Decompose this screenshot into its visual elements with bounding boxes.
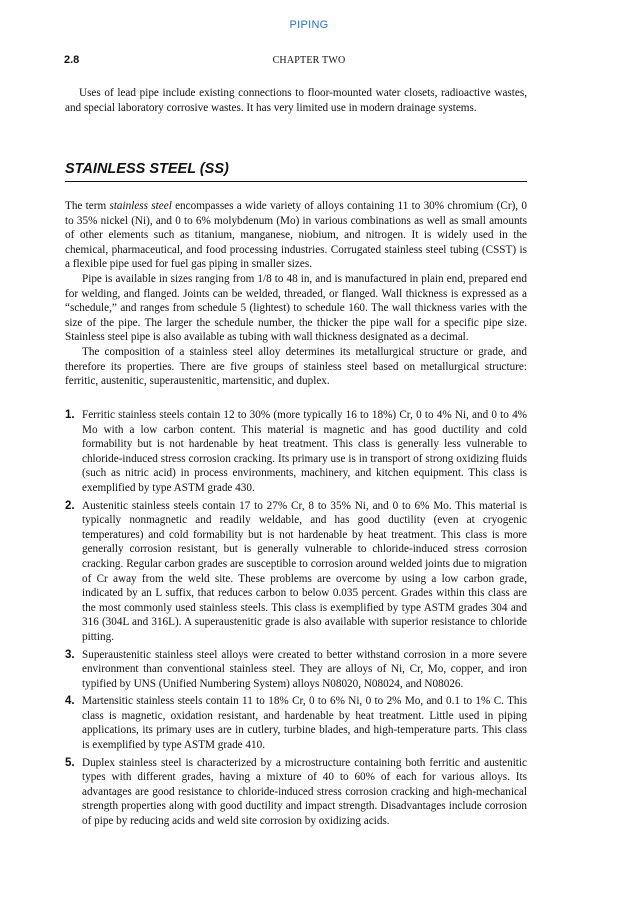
section-body [65,199,527,389]
list-text: Austenitic stainless steels contain 17 to 27% Cr, 8 to 35% Ni, and 0 to 6% Mo. This material is typically nonmagnetic and readily weldable, and has good ductility (even at cryogenic temperatures) and cold formability but is not hardenable by heat treatment. This class is more generally corrosion resistant, but is generally vulnerable to chloride-induced stress corrosion cracking. Regular carbon grades are susceptible to corrosion around welded joints due to migration of Cr away from the weld site. These problems are overcome by using a low carbon grade, indicated by an L suffix, that reduces carbon to below 0.035 percent. Grades within this class are the most commonly used stainless steels. This class is exemplified by type ASTM grades 304 and 316 (304L and 316L). A superaustenitic grade is also available with superior resistance to chloride pitting. [82,499,527,643]
section-heading: STAINLESS STEEL (SS) [65,161,527,182]
running-head: PIPING [289,19,329,31]
page-number: 2.8 [64,54,80,66]
list-number: 2. [65,499,75,512]
list-text: Martensitic stainless steels contain 11 to 18% Cr, 0 to 6% Ni, 0 to 2% Mo, and 0.1 to 1% C. This class is magnetic, oxidation resistant, and hardenable by heat treatment. Little used in piping applications, its primary uses are in cutlery, turbine blades, and high-temperature parts. This class is exemplified by type ASTM grade 410. [82,695,527,752]
list-text: Duplex stainless steel is characterized by a microstructure containing both ferritic and austenitic types with different grades, having a mixture of 40 to 60% of each for various alloys. Its advantages are good resistance to chloride-induced stress corrosion cracking and high-mechanical strength properties along with good ductility and impact strength. Disadvantages include corrosion of pipe by reducing acids and weld site corrosion by oxidizing acids. [82,756,527,828]
list-item [65,648,527,692]
list-item [65,499,527,645]
intro-paragraph: Uses of lead pipe include existing connections to floor-mounted water closets, radioactive wastes, and special laboratory corrosive wastes. It has very limited use in modern drainage systems. [65,87,527,114]
chapter-title: CHAPTER TWO [272,55,346,66]
list-number: 5. [65,756,75,769]
defined-term: stainless steel [109,200,172,212]
list-item [65,694,527,752]
paragraph-sizes: Pipe is available in sizes ranging from 1/8 to 48 in, and is manufactured in plain end, prepared end for welding, and flanged. Joints can be welded, threaded, or flanged. Wall thickness is expressed as a “schedule,” and ranges from schedule 5 (lightest) to schedule 160. The wall thickness varies with the size of the pipe. The larger the schedule number, the thicker the pipe wall for a specific pipe size. Stainless steel pipe is also available as tubing with wall thickness designated as a decimal. [65,272,527,344]
list-number: 4. [65,695,75,708]
definition-lead: The term [65,200,110,212]
list-text: Ferritic stainless steels contain 12 to 30% (more typically 16 to 18%) Cr, 0 to 4% Ni, and 0 to 4% Mo with a low carbon content. This material is magnetic and has good ductility and cold formability but is not hardenable by heat treatment. This class is generally less vulnerable to chloride-induced stress corrosion cracking. Its primary use is in transport of strong oxidizing fluids (such as nitric acid) in process environments, machinery, and kitchen equipment. This class is exemplified by type ASTM grade 430. [82,409,527,494]
list-item [65,756,527,829]
definition-rest: encompasses a wide variety of alloys containing 11 to 30% chromium (Cr), 0 to 35% nickel (Ni), and 0 to 6% molybdenum (Mo) in various combinations as well as small amounts of other elements such as titanium, manganese, niobium, and nitrogen. It is widely used in the chemical, pharmaceutical, and food processing industries. Corrugated stainless steel tubing (CSST) is a flexible pipe used for fuel gas piping in smaller sizes. [65,200,527,271]
paragraph-definition [65,199,527,272]
grade-list [65,408,527,832]
list-number: 3. [65,648,75,661]
list-text: Superaustenitic stainless steel alloys were created to better withstand corrosion in a more severe environment than conventional stainless steel. They are alloys of Ni, Cr, Mo, copper, and iron typified by UNS (Unified Numbering System) alloys N08020, N08024, and N08026. [82,648,527,690]
list-item [65,408,527,496]
list-number: 1. [65,409,75,421]
paragraph-composition: The composition of a stainless steel alloy determines its metallurgical structure or grade, and therefore its properties. There are five groups of stainless steel based on metallurgical structure: ferritic, austenitic, superaustenitic, martensitic, and duplex. [65,345,527,388]
